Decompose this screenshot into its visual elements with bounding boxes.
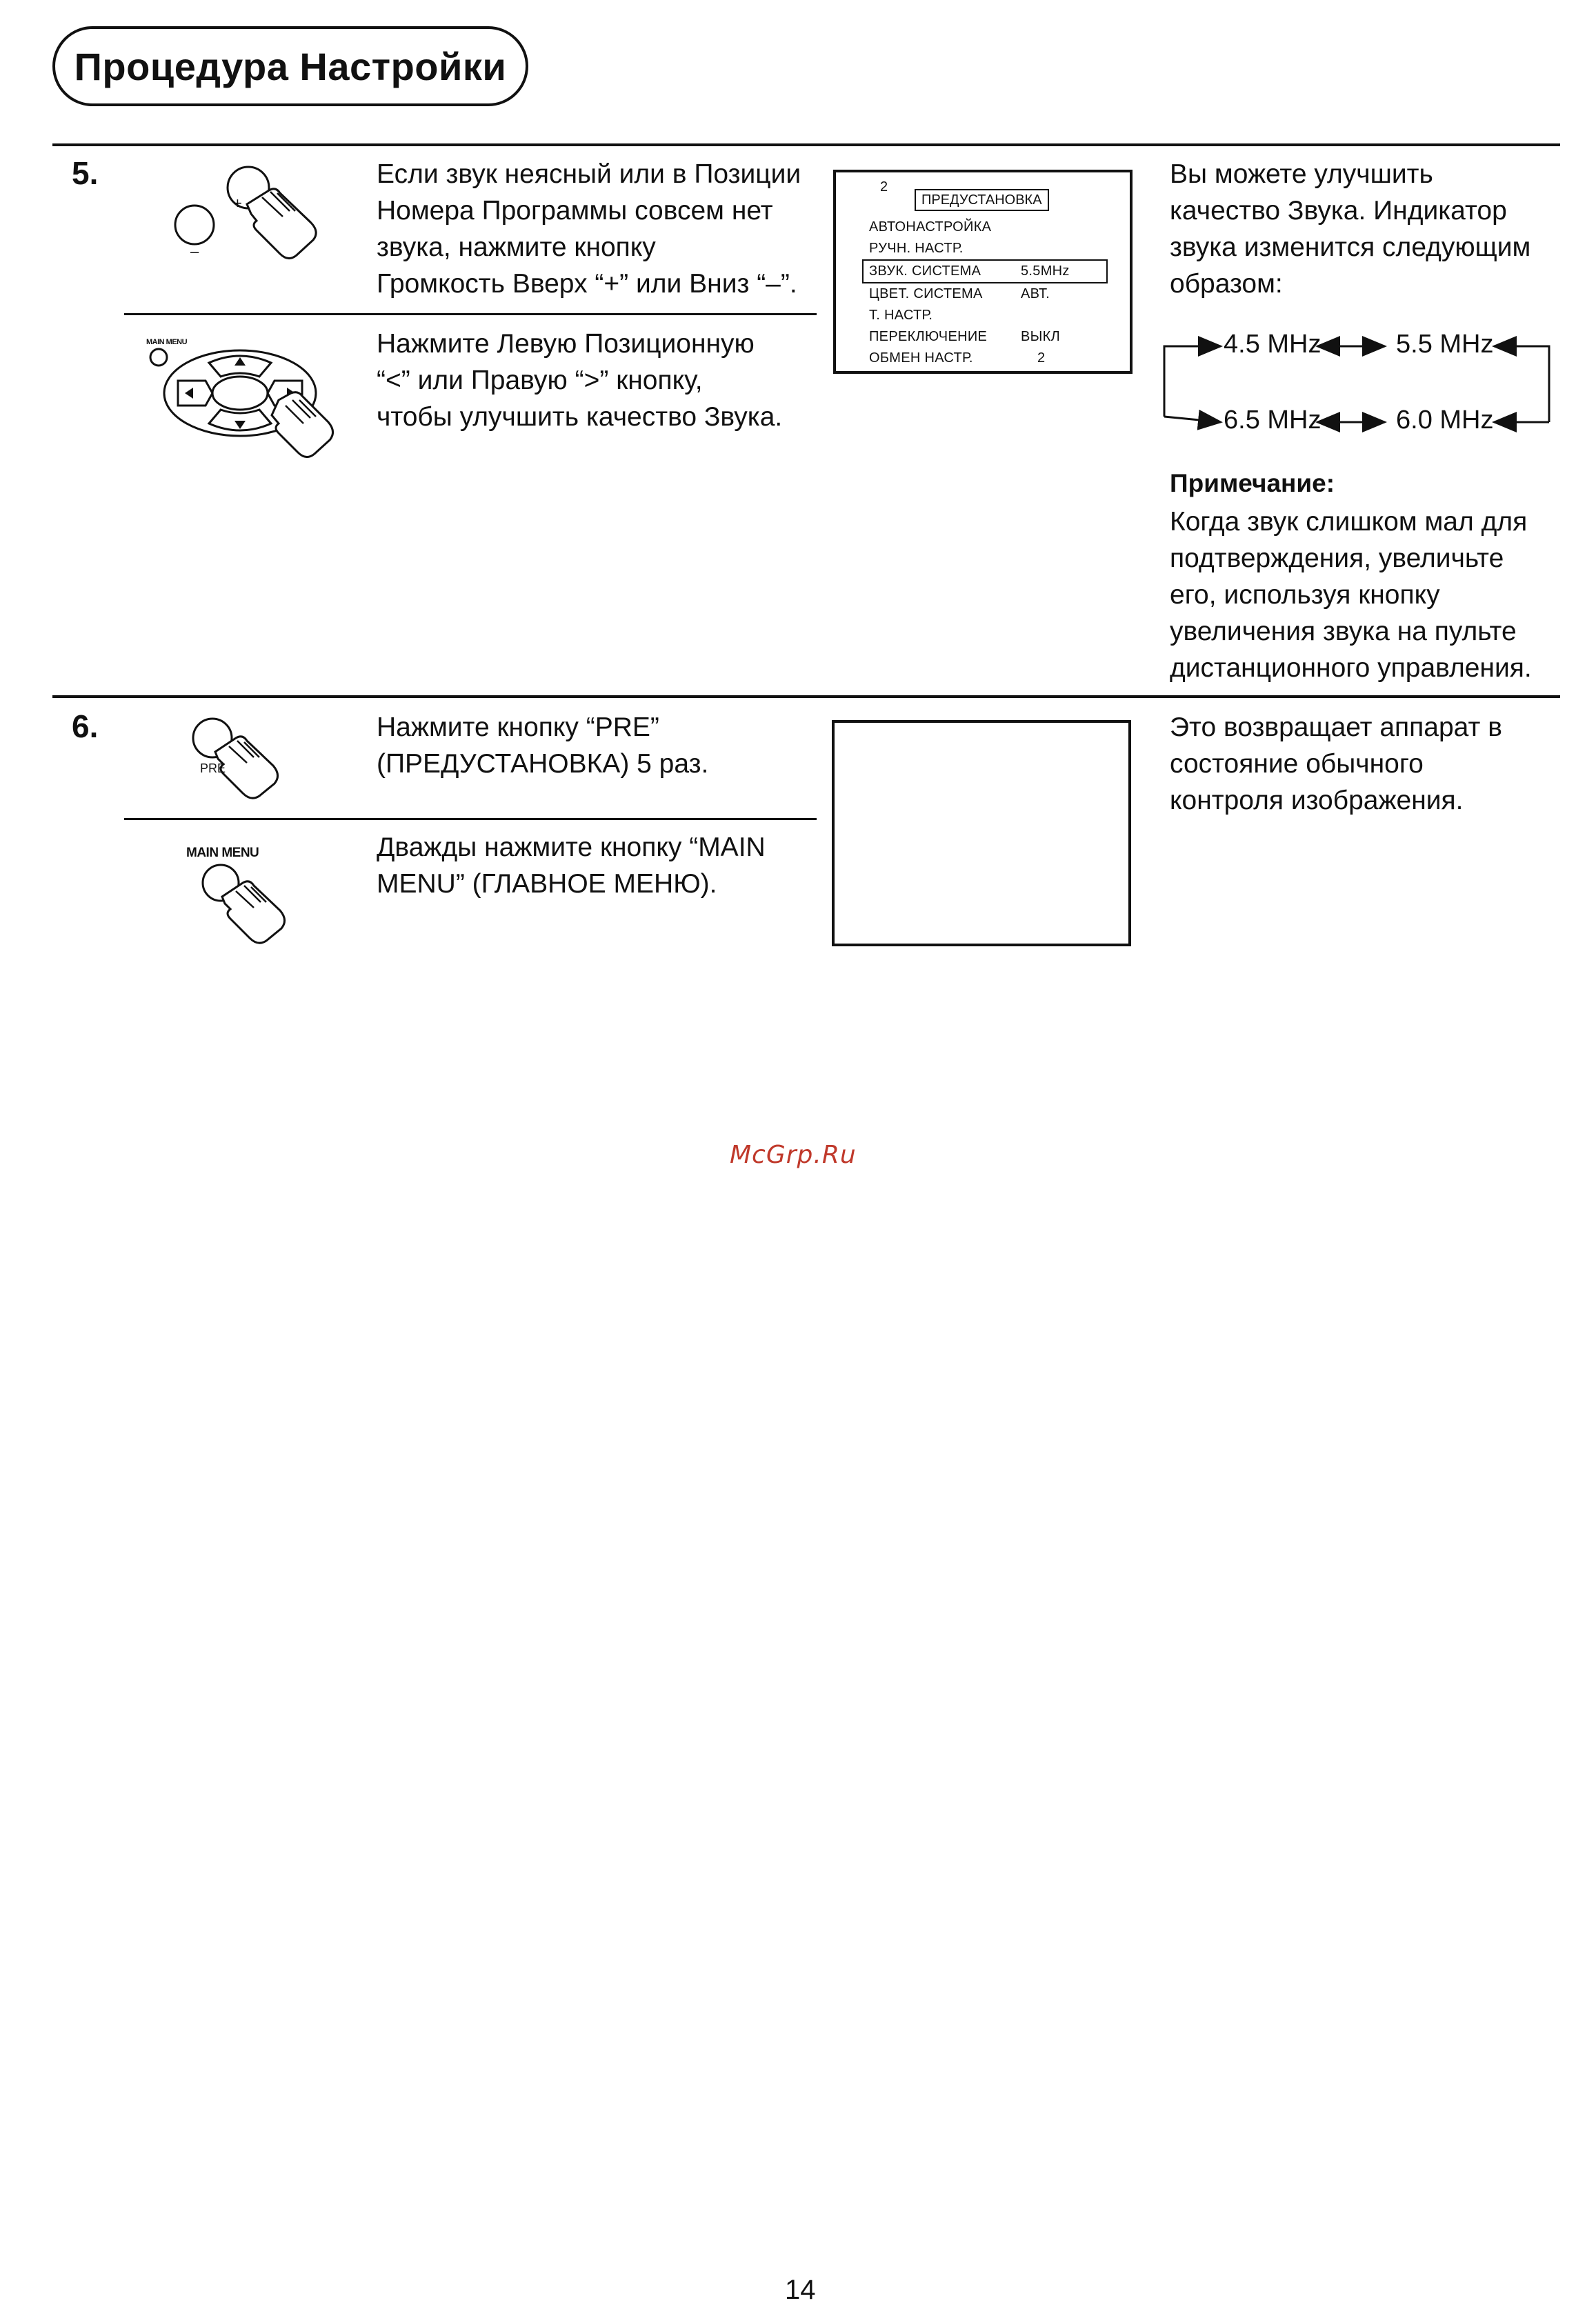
osd-preset-screen: [833, 170, 1133, 374]
osd-row-label: ЦВЕТ. СИСТЕМА: [869, 286, 983, 301]
text-line: Если звук неясный или в Позиции: [377, 159, 801, 189]
text-line: подтверждения, увеличьте: [1170, 544, 1504, 573]
text-line: “<” или Правую “>” кнопку,: [377, 366, 703, 395]
step-6-instruction-a: [377, 709, 818, 782]
text-line: образом:: [1170, 269, 1283, 299]
osd-row-label: ПЕРЕКЛЮЧЕНИЕ: [869, 329, 988, 344]
step-5-explanation: [1170, 156, 1563, 302]
pre-button-icon: [188, 713, 305, 803]
text-line: качество Звука. Индикатор: [1170, 196, 1507, 226]
text-line: звука, нажмите кнопку: [377, 232, 656, 262]
step-5-inner-rule: [124, 313, 817, 315]
osd-row-label: АВТОНАСТРОЙКА: [869, 219, 992, 235]
freq-6-5: 6.5 MHz: [1224, 406, 1321, 435]
page-title: [52, 26, 528, 106]
osd-row-label: Т. НАСТР.: [869, 308, 933, 323]
main-menu-small-label: MAIN MENU: [146, 338, 188, 346]
step-6-number: 6.: [72, 708, 99, 744]
text-line: Дважды нажмите кнопку “MAIN: [377, 833, 766, 862]
osd-row-value: 2: [1037, 350, 1046, 366]
note-title: Примечание:: [1170, 469, 1335, 497]
frequency-cycle-diagram: [1159, 324, 1559, 435]
text-line: контроля изображения.: [1170, 786, 1464, 815]
step-divider: [52, 695, 1560, 698]
step-6-instruction-b: [377, 829, 818, 902]
text-line: чтобы улучшить качество Звука.: [377, 402, 783, 432]
osd-row: [869, 283, 1119, 305]
text-line: Громкость Вверх “+” или Вниз “–”.: [377, 269, 797, 299]
osd-row: [869, 305, 1119, 326]
text-line: звука изменится следующим: [1170, 232, 1531, 262]
osd-channel: 2: [880, 179, 888, 195]
osd-menu: [869, 217, 1119, 369]
text-line: Нажмите Левую Позиционную: [377, 329, 755, 359]
freq-5-5: 5.5 MHz: [1396, 330, 1494, 359]
step-5-instruction-a: [377, 156, 818, 302]
osd-title: ПРЕДУСТАНОВКА: [915, 189, 1049, 211]
osd-row-label: ЗВУК. СИСТЕМА: [869, 263, 981, 279]
text-line: (ПРЕДУСТАНОВКА) 5 раз.: [377, 749, 709, 779]
main-menu-button-icon: [194, 862, 312, 952]
watermark: McGrp.Ru: [730, 1141, 857, 1169]
remote-cursor-pad-icon: [143, 345, 337, 476]
top-rule: [52, 143, 1560, 146]
text-line: Нажмите кнопку “PRE”: [377, 712, 659, 742]
blank-tv-screen: [832, 720, 1131, 946]
osd-row: [869, 238, 1119, 259]
text-line: Номера Программы совсем нет: [377, 196, 773, 226]
main-menu-label: MAIN MENU: [186, 846, 259, 860]
text-line: его, используя кнопку: [1170, 580, 1440, 610]
osd-row-selected: [862, 259, 1108, 283]
osd-row: [869, 326, 1119, 348]
freq-4-5: 4.5 MHz: [1224, 330, 1321, 359]
text-line: дистанционного управления.: [1170, 653, 1532, 683]
page-title-text: Процедура Настройки: [74, 44, 507, 88]
volume-minus-label: –: [190, 243, 199, 260]
volume-buttons-icon: [166, 156, 324, 273]
osd-row-value: АВТ.: [1021, 286, 1050, 301]
osd-row-label: РУЧН. НАСТР.: [869, 241, 964, 256]
text-line: Когда звук слишком мал для: [1170, 507, 1528, 537]
note-text: [1170, 504, 1563, 686]
osd-row: [869, 348, 1119, 369]
step-5-instruction-b: [377, 326, 818, 435]
text-line: MENU” (ГЛАВНОЕ МЕНЮ).: [377, 869, 717, 899]
page-number: 14: [785, 2275, 816, 2305]
osd-row: [869, 217, 1119, 238]
text-line: увеличения звука на пульте: [1170, 617, 1517, 646]
osd-row-value: 5.5MHz: [1021, 263, 1070, 279]
volume-plus-label: +: [233, 195, 242, 212]
step-5-number: 5.: [72, 155, 99, 191]
text-line: Это возвращает аппарат в: [1170, 712, 1502, 742]
freq-6-0: 6.0 MHz: [1396, 406, 1494, 435]
pre-button-label: PRE: [200, 761, 226, 775]
text-line: Вы можете улучшить: [1170, 159, 1433, 189]
osd-row-value: ВЫКЛ: [1021, 329, 1061, 344]
step-6-inner-rule: [124, 818, 817, 820]
osd-row-label: ОБМЕН НАСТР.: [869, 350, 973, 366]
step-6-explanation: [1170, 709, 1563, 819]
text-line: состояние обычного: [1170, 749, 1424, 779]
